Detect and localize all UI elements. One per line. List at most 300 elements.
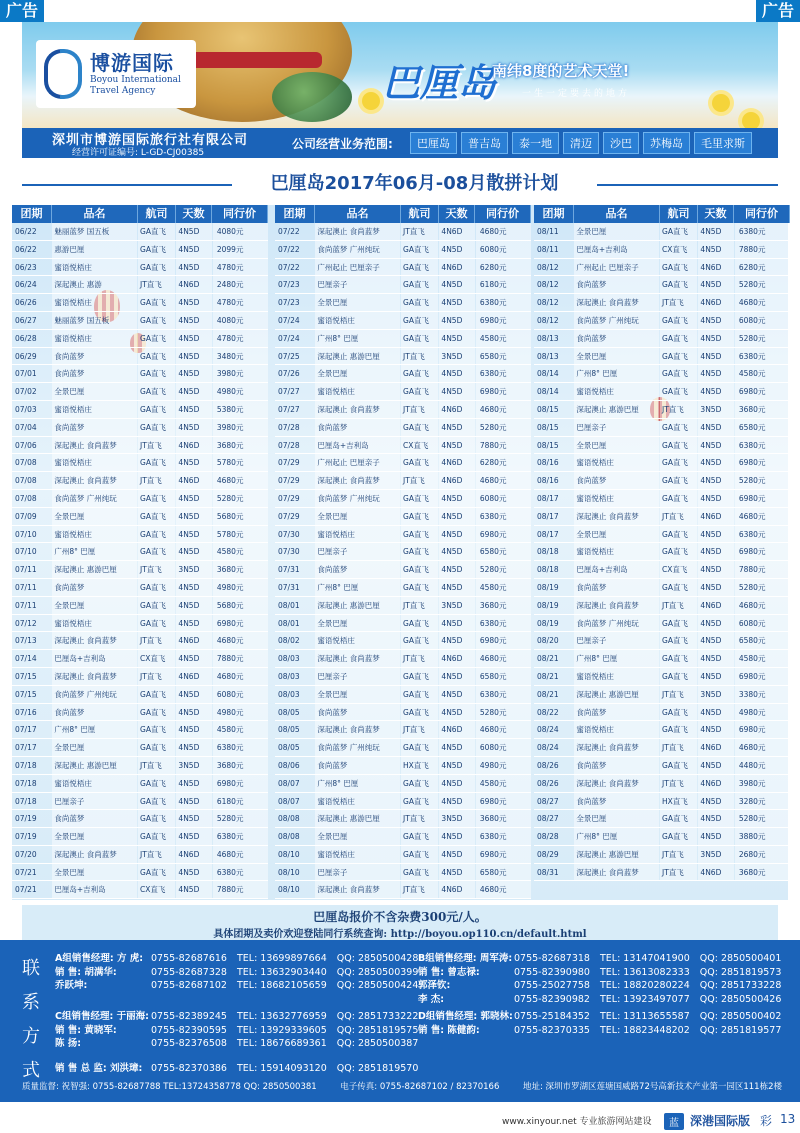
cell-airline: GA直飞 bbox=[401, 579, 438, 596]
table-row bbox=[275, 437, 531, 455]
cell-product: 全景巴厘 bbox=[574, 348, 659, 365]
cell-date: 07/06 bbox=[15, 440, 37, 450]
cell-days: 4N5D bbox=[176, 739, 211, 756]
contact-role: 陈 扬: bbox=[55, 1038, 82, 1049]
contact-line bbox=[55, 1024, 418, 1038]
cell-days: 4N6D bbox=[698, 864, 733, 881]
cell-price: 4580元 bbox=[735, 650, 790, 667]
cell-days: 4N5D bbox=[698, 810, 733, 827]
cell-date: 08/14 bbox=[537, 369, 559, 379]
footer-website: www.xinyour.net 专业旅游网站建设 bbox=[502, 1117, 652, 1127]
cell-product: 蜜语悦梧庄 bbox=[574, 383, 659, 400]
cell-days: 4N5D bbox=[176, 348, 211, 365]
cell-product: 巴厘亲子 bbox=[315, 276, 400, 293]
header-price: 同行价 bbox=[212, 205, 268, 223]
cell-airline: JT直飞 bbox=[138, 757, 175, 774]
cell-price: 4680元 bbox=[476, 721, 531, 738]
cell-date: 08/19 bbox=[537, 582, 559, 592]
cell-days: 4N5D bbox=[176, 543, 211, 560]
cell-date: 08/27 bbox=[537, 814, 559, 824]
cell-date: 07/22 bbox=[278, 262, 300, 272]
cell-product: 深起澳止 食尚蓝梦 bbox=[574, 597, 659, 614]
cell-price: 3680元 bbox=[735, 864, 790, 881]
cell-price: 6980元 bbox=[735, 668, 790, 685]
table-row bbox=[275, 881, 531, 899]
header-price: 同行价 bbox=[475, 205, 531, 223]
cell-days: 4N5D bbox=[176, 775, 211, 792]
cell-airline: JT直飞 bbox=[660, 739, 697, 756]
cell-airline: GA直飞 bbox=[660, 579, 697, 596]
cell-date: 07/22 bbox=[278, 244, 300, 254]
cell-price: 5280元 bbox=[476, 561, 531, 578]
cell-airline: GA直飞 bbox=[138, 454, 175, 471]
cell-price: 6980元 bbox=[476, 846, 531, 863]
cell-price: 6980元 bbox=[476, 793, 531, 810]
cell-airline: GA直飞 bbox=[401, 632, 438, 649]
cell-price: 5280元 bbox=[735, 330, 790, 347]
cell-airline: GA直飞 bbox=[138, 864, 175, 881]
cell-airline: GA直飞 bbox=[660, 828, 697, 845]
cell-days: 4N5D bbox=[439, 490, 474, 507]
cell-product: 深起澳止 食尚蓝梦 bbox=[315, 401, 400, 418]
cell-days: 4N5D bbox=[439, 330, 474, 347]
table-row bbox=[12, 561, 268, 579]
cell-product: 食尚蓝梦 bbox=[52, 365, 137, 382]
cell-days: 4N5D bbox=[176, 881, 211, 898]
cell-days: 4N5D bbox=[439, 668, 474, 685]
cell-airline: GA直飞 bbox=[401, 508, 438, 525]
cell-airline: GA直飞 bbox=[401, 241, 438, 258]
table-body bbox=[534, 223, 790, 881]
cell-days: 3N5D bbox=[439, 810, 474, 827]
cell-days: 4N5D bbox=[698, 579, 733, 596]
cell-date: 08/24 bbox=[537, 725, 559, 735]
cell-product: 广州8° 巴厘 bbox=[52, 543, 137, 560]
table-row bbox=[12, 472, 268, 490]
contact-line bbox=[418, 1024, 781, 1038]
cell-days: 4N5D bbox=[439, 312, 474, 329]
table-row bbox=[534, 704, 790, 722]
cell-product: 食尚蓝梦 广州纯玩 bbox=[52, 686, 137, 703]
cell-airline: GA直飞 bbox=[401, 793, 438, 810]
contact-role: 销 售 总 监: 刘洪璋: bbox=[55, 1063, 143, 1074]
cell-date: 08/20 bbox=[537, 636, 559, 646]
contact-qq: QQ: 2851819575 bbox=[336, 1024, 419, 1036]
cell-product: 魅丽蓝梦 国五板 bbox=[52, 223, 137, 240]
cell-days: 4N5D bbox=[439, 276, 474, 293]
cell-days: 4N5D bbox=[439, 508, 474, 525]
cell-date: 07/09 bbox=[15, 511, 37, 521]
cell-product: 深起澳止 食尚蓝梦 bbox=[574, 294, 659, 311]
cell-date: 07/31 bbox=[278, 565, 300, 575]
table-row bbox=[534, 401, 790, 419]
scope-item: 泰一地 bbox=[512, 132, 559, 154]
cell-price: 4980元 bbox=[476, 757, 531, 774]
cell-days: 4N5D bbox=[698, 348, 733, 365]
cell-price: 4680元 bbox=[735, 294, 790, 311]
cell-price: 6380元 bbox=[735, 437, 790, 454]
cell-price: 6080元 bbox=[476, 490, 531, 507]
cell-days: 4N5D bbox=[698, 490, 733, 507]
contact-role: 李 杰: bbox=[418, 993, 445, 1005]
cell-product: 广州起止 巴厘亲子 bbox=[574, 259, 659, 276]
cell-product: 食尚蓝梦 bbox=[52, 419, 137, 436]
cell-product: 深起澳止 食尚蓝梦 bbox=[315, 721, 400, 738]
cell-airline: GA直飞 bbox=[401, 526, 438, 543]
cell-date: 07/28 bbox=[278, 422, 300, 432]
cell-price: 6380元 bbox=[735, 526, 790, 543]
contact-line bbox=[55, 952, 418, 966]
table-row bbox=[12, 775, 268, 793]
cell-days: 4N5D bbox=[698, 419, 733, 436]
cell-days: 4N5D bbox=[698, 383, 733, 400]
cell-product: 食尚蓝梦 bbox=[315, 757, 400, 774]
cell-days: 4N5D bbox=[176, 810, 211, 827]
cell-days: 4N5D bbox=[439, 739, 474, 756]
cell-price: 5680元 bbox=[213, 508, 268, 525]
cell-airline: GA直飞 bbox=[660, 615, 697, 632]
cell-days: 4N5D bbox=[176, 704, 211, 721]
cell-product: 广州8° 巴厘 bbox=[52, 721, 137, 738]
cell-product: 全景巴厘 bbox=[52, 383, 137, 400]
cell-price: 5280元 bbox=[476, 419, 531, 436]
cell-price: 6380元 bbox=[735, 223, 790, 240]
cell-product: 深起澳止 惠游巴厘 bbox=[315, 348, 400, 365]
cell-days: 4N6D bbox=[176, 437, 211, 454]
cell-airline: GA直飞 bbox=[401, 365, 438, 382]
cell-days: 4N5D bbox=[698, 668, 733, 685]
cell-date: 08/17 bbox=[537, 529, 559, 539]
cell-product: 深起澳止 食尚蓝梦 bbox=[574, 739, 659, 756]
header-airline: 航司 bbox=[138, 205, 176, 223]
cell-price: 6380元 bbox=[213, 828, 268, 845]
cell-days: 4N5D bbox=[439, 632, 474, 649]
cell-days: 4N5D bbox=[698, 632, 733, 649]
table-row bbox=[275, 721, 531, 739]
cell-days: 3N5D bbox=[439, 597, 474, 614]
cell-days: 4N5D bbox=[698, 757, 733, 774]
cell-airline: JT直飞 bbox=[401, 401, 438, 418]
cell-airline: GA直飞 bbox=[401, 276, 438, 293]
destination-slogan: 南纬8度的艺术天堂! bbox=[492, 62, 630, 80]
header-days: 天数 bbox=[439, 205, 475, 223]
cell-airline: JT直飞 bbox=[660, 294, 697, 311]
cell-price: 6580元 bbox=[476, 864, 531, 881]
cell-product: 深起澳止 惠游巴厘 bbox=[574, 686, 659, 703]
cell-date: 07/03 bbox=[15, 404, 37, 414]
cell-price: 2099元 bbox=[213, 241, 268, 258]
contact-phone: 0755-82687318 bbox=[514, 953, 590, 964]
cell-date: 07/11 bbox=[15, 565, 37, 575]
cell-date: 08/16 bbox=[537, 476, 559, 486]
cell-days: 4N5D bbox=[176, 330, 211, 347]
cell-airline: GA直飞 bbox=[138, 739, 175, 756]
office-address: 地址: 深圳市罗湖区莲塘国威路72号高新技术产业第一园区111栋2楼 bbox=[522, 1082, 782, 1092]
cell-date: 08/19 bbox=[537, 618, 559, 628]
cell-airline: GA直飞 bbox=[401, 668, 438, 685]
cell-date: 06/22 bbox=[15, 244, 37, 254]
cell-days: 4N5D bbox=[176, 294, 211, 311]
cell-date: 07/13 bbox=[15, 636, 37, 646]
contact-mobile: TEL: 13632903440 bbox=[236, 966, 327, 978]
table-row bbox=[275, 294, 531, 312]
cell-product: 蜜语悦梧庄 bbox=[574, 721, 659, 738]
table-header bbox=[534, 205, 790, 223]
cell-product: 巴厘亲子 bbox=[574, 419, 659, 436]
cell-price: 3680元 bbox=[476, 597, 531, 614]
cell-date: 07/21 bbox=[15, 867, 37, 877]
cell-product: 食尚蓝梦 bbox=[52, 579, 137, 596]
cell-airline: GA直飞 bbox=[401, 259, 438, 276]
cell-product: 深起澳止 食尚蓝梦 bbox=[52, 632, 137, 649]
contact-mobile: TEL: 18820280224 bbox=[599, 980, 690, 991]
destination-subline: 一生一定要去的地方 bbox=[522, 89, 631, 99]
cell-product: 蜜语悦梧庄 bbox=[574, 543, 659, 560]
cell-product: 深起澳止 惠游巴厘 bbox=[315, 597, 400, 614]
cell-days: 3N5D bbox=[698, 846, 733, 863]
table-row bbox=[275, 312, 531, 330]
cell-days: 4N5D bbox=[176, 828, 211, 845]
table-row bbox=[275, 454, 531, 472]
cell-product: 蜜语悦梧庄 bbox=[574, 490, 659, 507]
cell-airline: GA直飞 bbox=[138, 597, 175, 614]
cell-price: 6980元 bbox=[213, 615, 268, 632]
contact-role: 销 售: 曾志禄: bbox=[418, 966, 480, 978]
cell-price: 6380元 bbox=[476, 294, 531, 311]
cell-price: 5680元 bbox=[213, 597, 268, 614]
header-date: 团期 bbox=[12, 205, 52, 223]
cell-date: 08/12 bbox=[537, 298, 559, 308]
cell-product: 全景巴厘 bbox=[315, 508, 400, 525]
header-airline: 航司 bbox=[401, 205, 439, 223]
contact-mobile: TEL: 13632776959 bbox=[236, 1011, 327, 1022]
cell-days: 3N5D bbox=[439, 348, 474, 365]
cell-days: 4N6D bbox=[439, 223, 474, 240]
cell-price: 6280元 bbox=[476, 259, 531, 276]
cell-days: 4N5D bbox=[698, 828, 733, 845]
footer-color-label: 彩 bbox=[760, 1114, 773, 1128]
contact-line bbox=[418, 979, 781, 993]
cell-days: 4N6D bbox=[439, 454, 474, 471]
cell-days: 4N5D bbox=[698, 704, 733, 721]
cell-airline: GA直飞 bbox=[138, 330, 175, 347]
table-row bbox=[534, 810, 790, 828]
cell-product: 巴厘岛+吉利岛 bbox=[574, 241, 659, 258]
cell-days: 3N5D bbox=[176, 561, 211, 578]
table-row bbox=[534, 294, 790, 312]
cell-product: 全景巴厘 bbox=[52, 508, 137, 525]
cell-price: 6380元 bbox=[213, 739, 268, 756]
cell-price: 5280元 bbox=[735, 579, 790, 596]
cell-product: 深起澳止 惠游巴厘 bbox=[574, 846, 659, 863]
table-row bbox=[275, 704, 531, 722]
cell-price: 6980元 bbox=[735, 490, 790, 507]
cell-airline: GA直飞 bbox=[401, 454, 438, 471]
cell-airline: JT直飞 bbox=[401, 472, 438, 489]
cell-airline: GA直飞 bbox=[660, 526, 697, 543]
cell-product: 深起澳止 食尚蓝梦 bbox=[574, 775, 659, 792]
cell-airline: GA直飞 bbox=[401, 615, 438, 632]
table-row bbox=[534, 793, 790, 811]
contact-mobile: TEL: 13613082333 bbox=[599, 966, 690, 978]
table-row bbox=[275, 401, 531, 419]
table-row bbox=[534, 543, 790, 561]
logo-english-line-1: Boyou International bbox=[90, 75, 181, 85]
contact-mobile: TEL: 18682105659 bbox=[236, 980, 327, 991]
cell-airline: JT直飞 bbox=[401, 348, 438, 365]
cell-airline: GA直飞 bbox=[138, 793, 175, 810]
header-airline: 航司 bbox=[660, 205, 698, 223]
contact-role: A组销售经理: 方 虎: bbox=[55, 953, 144, 964]
cell-product: 蜜语悦梧庄 bbox=[315, 383, 400, 400]
cell-date: 08/03 bbox=[278, 654, 300, 664]
cell-date: 08/03 bbox=[278, 671, 300, 681]
table-row bbox=[275, 508, 531, 526]
cell-days: 4N5D bbox=[698, 312, 733, 329]
cell-airline: JT直飞 bbox=[401, 721, 438, 738]
cell-date: 07/31 bbox=[278, 582, 300, 592]
cell-days: 4N5D bbox=[439, 383, 474, 400]
cell-price: 4680元 bbox=[476, 472, 531, 489]
table-row bbox=[534, 472, 790, 490]
cell-price: 4980元 bbox=[735, 704, 790, 721]
table-row bbox=[12, 704, 268, 722]
header-product: 品名 bbox=[574, 205, 660, 223]
contact-phone: 0755-82687328 bbox=[151, 966, 227, 978]
ad-label-left: 广告 bbox=[0, 0, 44, 22]
cell-days: 4N6D bbox=[698, 294, 733, 311]
cell-days: 4N5D bbox=[698, 330, 733, 347]
contact-qq: QQ: 2850500387 bbox=[336, 1038, 419, 1049]
table-row bbox=[12, 526, 268, 544]
cell-price: 5280元 bbox=[735, 276, 790, 293]
cell-product: 广州8° 巴厘 bbox=[315, 775, 400, 792]
contact-line bbox=[55, 1010, 418, 1024]
cell-product: 蜜语悦梧庄 bbox=[52, 294, 137, 311]
contact-role: D组销售经理: 郭晓林: bbox=[418, 1011, 513, 1022]
contact-line bbox=[55, 966, 418, 980]
cell-product: 魅丽蓝梦 国五板 bbox=[52, 312, 137, 329]
cell-product: 全景巴厘 bbox=[574, 526, 659, 543]
cell-product: 食尚蓝梦 bbox=[574, 757, 659, 774]
cell-product: 深起澳止 食尚蓝梦 bbox=[315, 650, 400, 667]
cell-airline: GA直飞 bbox=[138, 508, 175, 525]
contact-phone: 0755-25184352 bbox=[514, 1011, 590, 1022]
cell-airline: JT直飞 bbox=[138, 632, 175, 649]
cell-price: 6180元 bbox=[213, 793, 268, 810]
cell-date: 08/14 bbox=[537, 387, 559, 397]
cell-airline: GA直飞 bbox=[401, 775, 438, 792]
table-row bbox=[12, 650, 268, 668]
table-row bbox=[534, 223, 790, 241]
cell-days: 3N5D bbox=[698, 401, 733, 418]
cell-airline: GA直飞 bbox=[660, 472, 697, 489]
contact-mobile: TEL: 18676689361 bbox=[236, 1038, 327, 1049]
contact-phone: 0755-82376508 bbox=[151, 1038, 227, 1049]
cell-airline: GA直飞 bbox=[138, 365, 175, 382]
contact-qq: QQ: 2851819577 bbox=[699, 1024, 782, 1036]
ad-label-right: 广告 bbox=[756, 0, 800, 22]
cell-price: 4680元 bbox=[213, 846, 268, 863]
cell-product: 深起澳止 食尚蓝梦 bbox=[574, 508, 659, 525]
cell-price: 6080元 bbox=[476, 739, 531, 756]
cell-days: 4N5D bbox=[176, 597, 211, 614]
cell-price: 6380元 bbox=[476, 828, 531, 845]
cell-airline: GA直飞 bbox=[660, 632, 697, 649]
table-row bbox=[12, 383, 268, 401]
cell-product: 广州8° 巴厘 bbox=[315, 579, 400, 596]
contact-line bbox=[418, 993, 781, 1007]
cell-airline: GA直飞 bbox=[138, 526, 175, 543]
cell-product: 食尚蓝梦 bbox=[315, 561, 400, 578]
cell-product: 深起澳止 食尚蓝梦 bbox=[315, 472, 400, 489]
cell-date: 06/27 bbox=[15, 315, 37, 325]
cell-days: 4N6D bbox=[698, 597, 733, 614]
cell-airline: GA直飞 bbox=[138, 615, 175, 632]
table-row bbox=[534, 739, 790, 757]
cell-airline: GA直飞 bbox=[660, 223, 697, 240]
cell-price: 4680元 bbox=[476, 401, 531, 418]
cell-product: 深起澳止 惠游巴厘 bbox=[52, 757, 137, 774]
cell-days: 4N5D bbox=[176, 401, 211, 418]
cell-airline: GA直飞 bbox=[660, 312, 697, 329]
cell-price: 7880元 bbox=[735, 241, 790, 258]
contact-role: 销 售: 胡满华: bbox=[55, 966, 117, 978]
cell-product: 食尚蓝梦 广州纯玩 bbox=[315, 490, 400, 507]
table-row bbox=[12, 739, 268, 757]
contact-phone: 0755-82390595 bbox=[151, 1024, 227, 1036]
cell-airline: GA直飞 bbox=[660, 721, 697, 738]
cell-date: 08/18 bbox=[537, 565, 559, 575]
cell-days: 4N5D bbox=[439, 775, 474, 792]
cell-price: 4580元 bbox=[476, 330, 531, 347]
cell-airline: GA直飞 bbox=[138, 579, 175, 596]
cell-airline: GA直飞 bbox=[138, 490, 175, 507]
note-surcharge: 巴厘岛报价不含杂费300元/人。 bbox=[313, 910, 487, 924]
contact-qq: QQ: 2850500426 bbox=[699, 993, 782, 1005]
contact-tag: 联 系 方 式 bbox=[22, 958, 40, 1081]
table-row bbox=[12, 721, 268, 739]
table-row bbox=[12, 330, 268, 348]
cell-price: 3980元 bbox=[735, 775, 790, 792]
table-row bbox=[12, 490, 268, 508]
contact-mobile: TEL: 13929339605 bbox=[236, 1024, 327, 1036]
cell-days: 4N5D bbox=[176, 490, 211, 507]
table-row bbox=[275, 259, 531, 277]
contact-phone: 0755-82390980 bbox=[514, 966, 590, 978]
cell-date: 06/22 bbox=[15, 227, 37, 236]
cell-date: 08/12 bbox=[537, 315, 559, 325]
cell-date: 07/23 bbox=[278, 298, 300, 308]
cell-days: 4N6D bbox=[176, 846, 211, 863]
cell-product: 食尚蓝梦 bbox=[315, 419, 400, 436]
cell-product: 食尚蓝梦 bbox=[574, 472, 659, 489]
table-row bbox=[275, 383, 531, 401]
cell-airline: CX直飞 bbox=[138, 650, 175, 667]
cell-days: 4N6D bbox=[698, 775, 733, 792]
cell-days: 4N5D bbox=[698, 650, 733, 667]
cell-airline: JT直飞 bbox=[138, 561, 175, 578]
logo-chinese-name: 博游国际 bbox=[90, 51, 174, 75]
cell-airline: GA直飞 bbox=[660, 365, 697, 382]
cell-product: 巴厘岛+吉利岛 bbox=[52, 650, 137, 667]
table-row bbox=[275, 276, 531, 294]
table-row bbox=[534, 775, 790, 793]
cell-airline: JT直飞 bbox=[138, 276, 175, 293]
cell-days: 4N6D bbox=[439, 401, 474, 418]
cell-days: 4N5D bbox=[698, 365, 733, 382]
cell-date: 07/18 bbox=[15, 778, 37, 788]
